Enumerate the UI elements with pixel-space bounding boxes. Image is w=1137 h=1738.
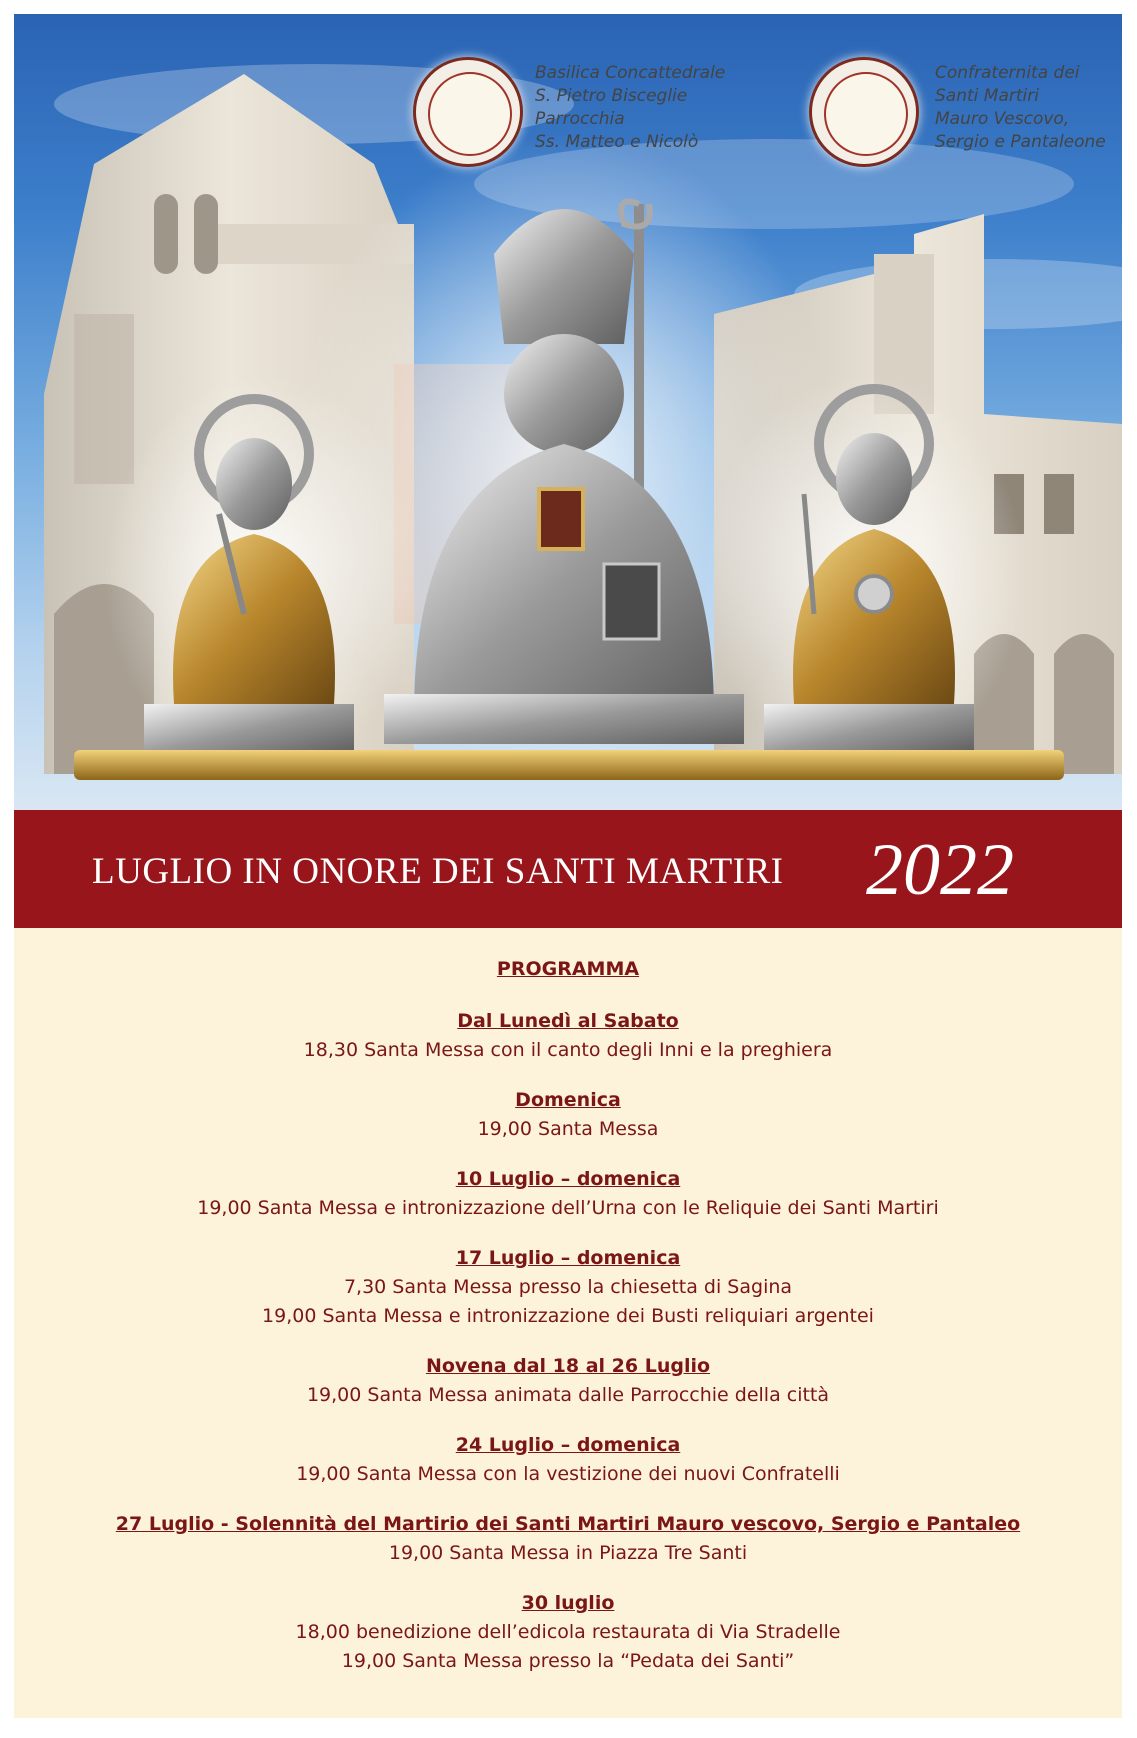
confraternity-emblem-icon — [824, 72, 908, 156]
section-line: 19,00 Santa Messa in Piazza Tre Santi — [388, 1542, 748, 1564]
program-section — [14, 1085, 1122, 1144]
section-line: 19,00 Santa Messa presso la “Pedata dei Santi” — [341, 1650, 795, 1672]
program-title: PROGRAMMA — [496, 958, 640, 980]
section-heading: Domenica — [515, 1089, 621, 1111]
program-sections — [14, 1006, 1122, 1696]
confraternity-name: Confraternita dei Santi Martiri Mauro Vescovo, Sergio e Pantaleone — [935, 63, 1106, 152]
section-line: 19,00 Santa Messa con la vestizione dei nuovi Confratelli — [296, 1463, 840, 1485]
hero-image — [14, 14, 1122, 810]
section-heading: 17 Luglio – domenica — [455, 1247, 681, 1269]
basilica-emblem-icon — [428, 72, 512, 156]
section-line: 18,30 Santa Messa con il canto degli Inni e la preghiera — [303, 1039, 833, 1061]
confraternity-logo-icon — [809, 57, 919, 167]
basilica-logo-icon — [413, 57, 523, 167]
banner-year: 2022 — [866, 829, 1014, 911]
program-panel — [14, 928, 1122, 1718]
section-heading: 10 Luglio – domenica — [455, 1168, 681, 1190]
program-section — [14, 1243, 1122, 1331]
poster — [14, 14, 1122, 1718]
section-line: 19,00 Santa Messa e intronizzazione dei Busti reliquiari argentei — [262, 1305, 874, 1327]
section-line: 7,30 Santa Messa presso la chiesetta di Sagina — [343, 1276, 793, 1298]
section-heading: Dal Lunedì al Sabato — [457, 1010, 679, 1032]
program-section — [14, 1588, 1122, 1676]
section-heading: 24 Luglio – domenica — [455, 1434, 681, 1456]
title-banner — [14, 810, 1122, 928]
program-section — [14, 1164, 1122, 1223]
banner-title: LUGLIO IN ONORE DEI SANTI MARTIRI — [92, 851, 784, 892]
program-section — [14, 1430, 1122, 1489]
section-line: 18,00 benedizione dell’edicola restaurata di Via Stradelle — [295, 1621, 841, 1643]
section-line: 19,00 Santa Messa e intronizzazione dell’Urna con le Reliquie dei Santi Martiri — [197, 1197, 939, 1219]
basilica-name: Basilica Concattedrale S. Pietro Bisceglie Parrocchia Ss. Matteo e Nicolò — [535, 63, 726, 152]
program-section — [14, 1509, 1122, 1568]
section-line: 19,00 Santa Messa animata dalle Parrocchie della città — [306, 1384, 830, 1406]
section-heading: 30 luglio — [521, 1592, 615, 1614]
program-section — [14, 1351, 1122, 1410]
section-line: 19,00 Santa Messa — [477, 1118, 659, 1140]
section-heading: Novena dal 18 al 26 Luglio — [425, 1355, 711, 1377]
program-section — [14, 1006, 1122, 1065]
section-heading: 27 Luglio - Solennità del Martirio dei Santi Martiri Mauro vescovo, Sergio e Pantaleo — [115, 1513, 1021, 1535]
